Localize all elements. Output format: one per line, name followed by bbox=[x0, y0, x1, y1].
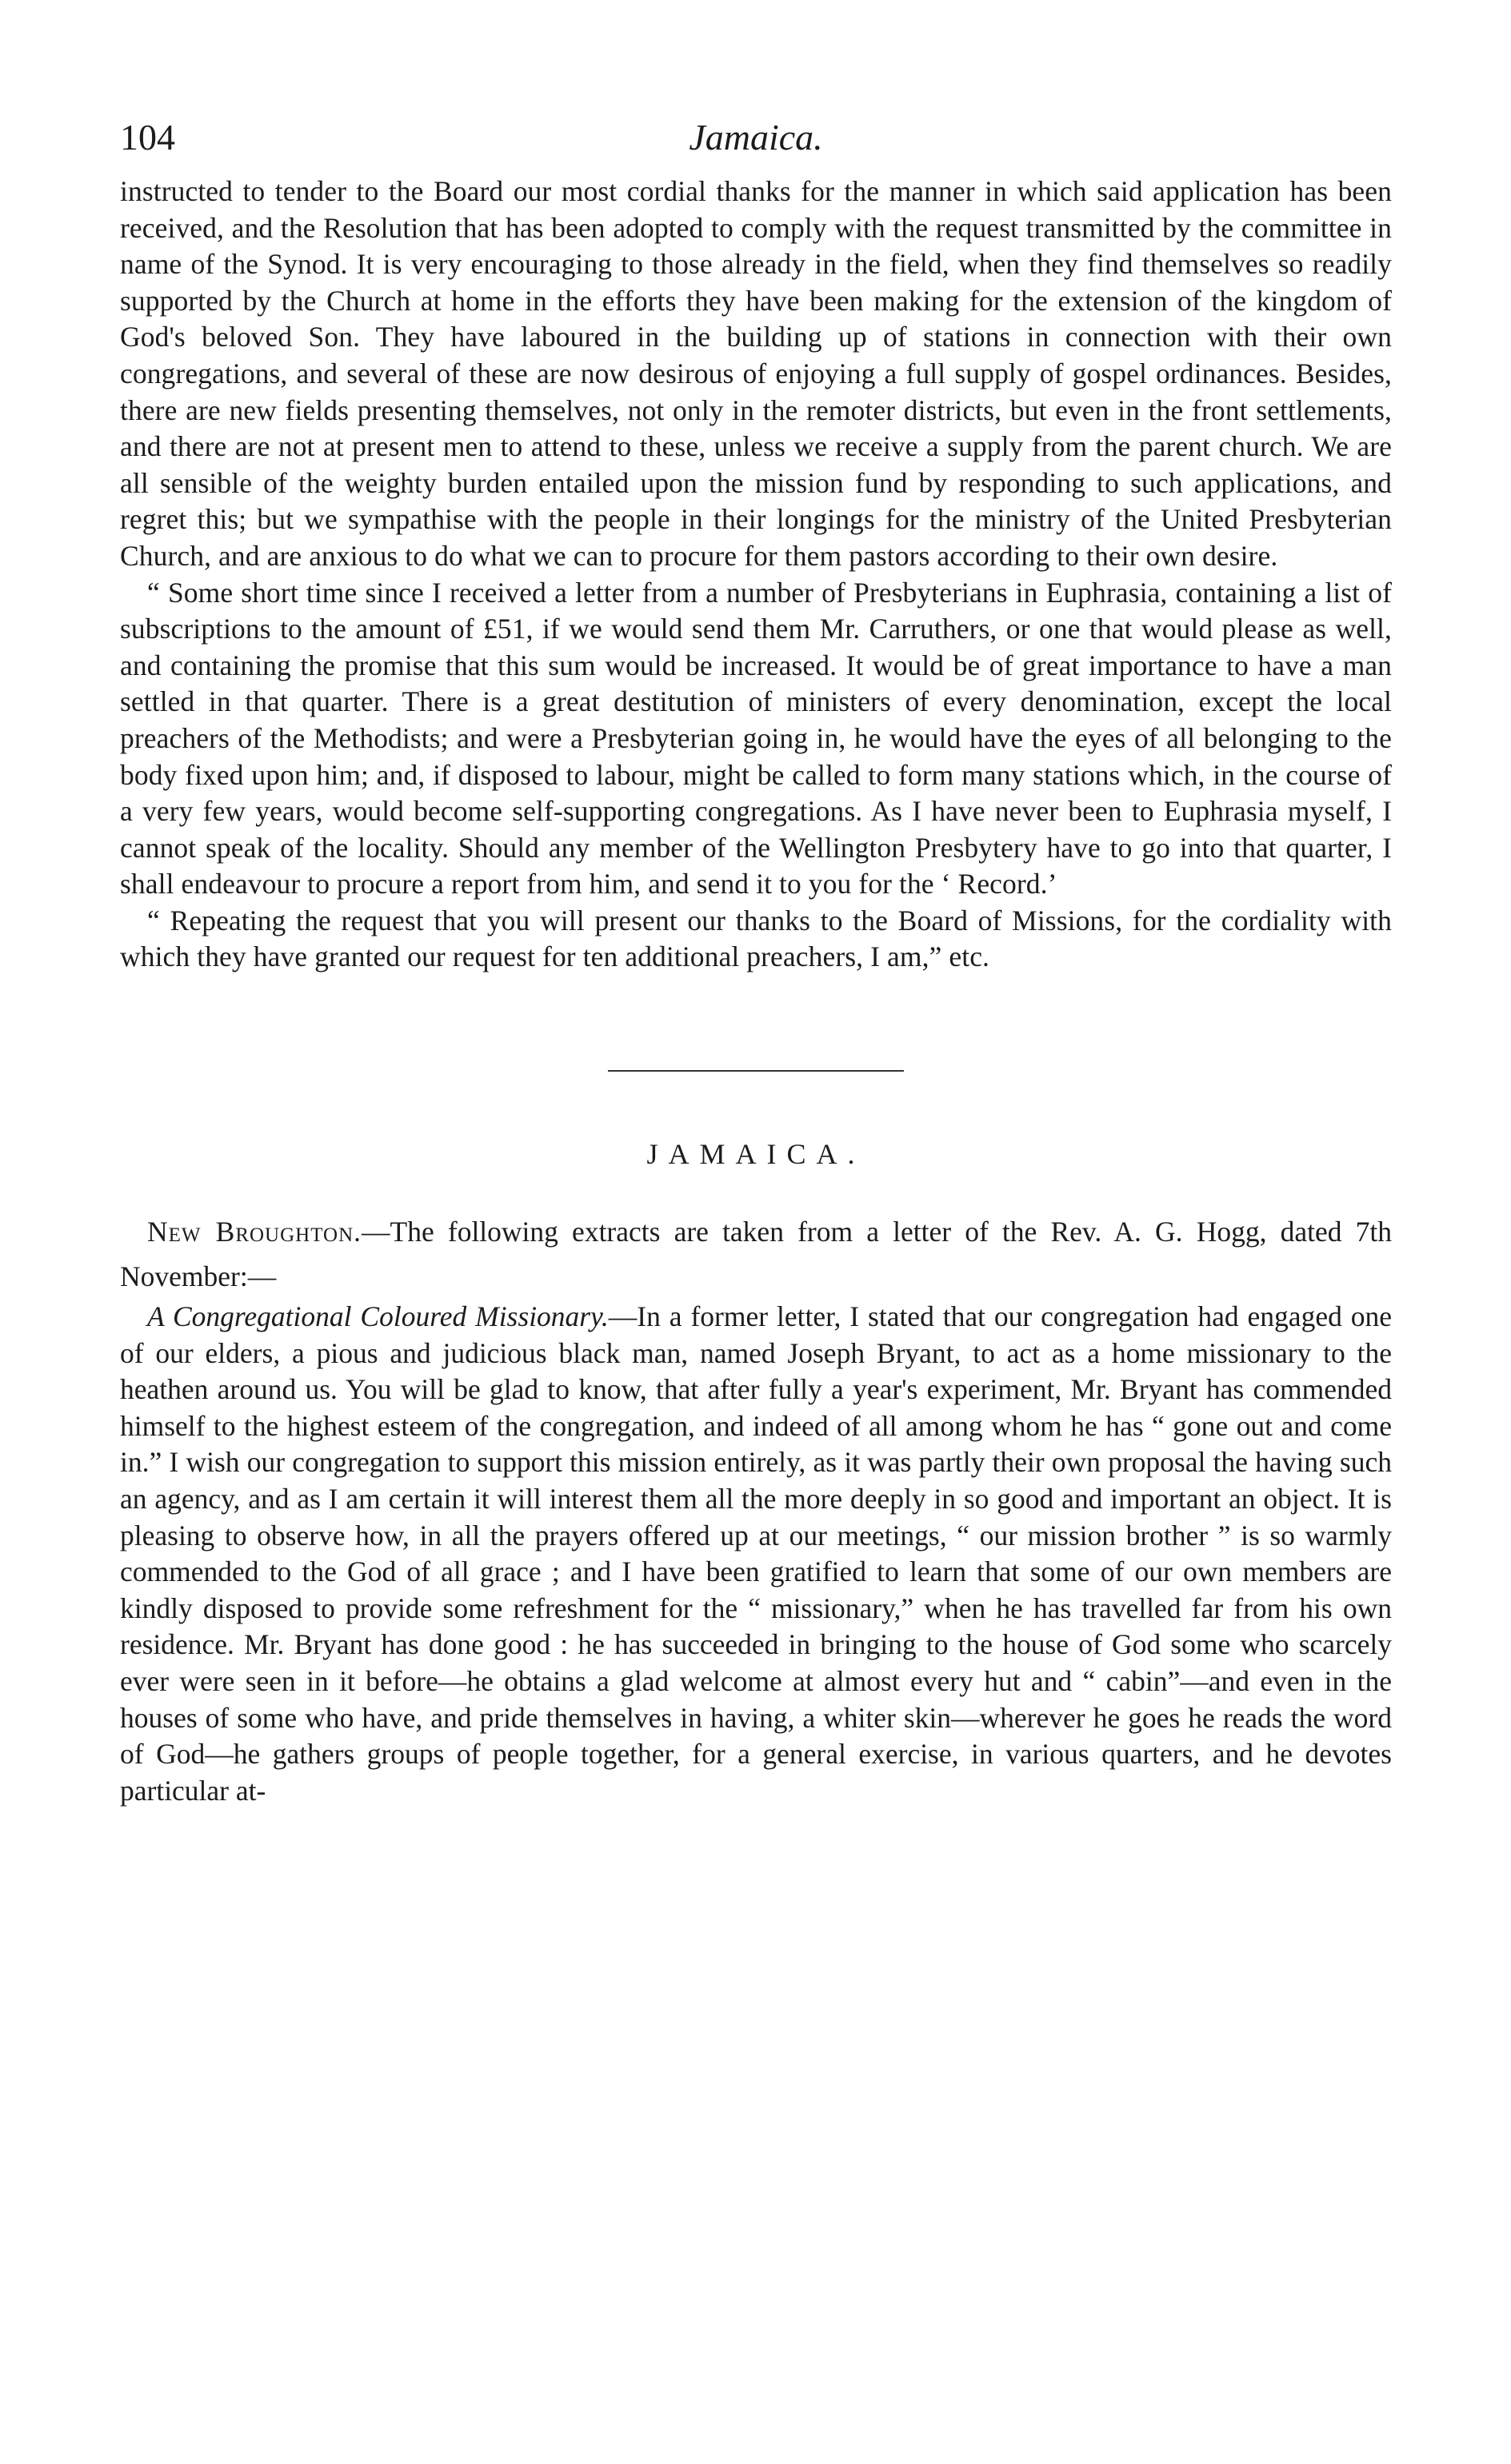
paragraph-euphrasia: “ Some short time since I received a letter from a number of Presbyterians in Euphrasia, containing a list of subscriptions to the amount of £51, if we would send them Mr. Carruthers, or one that would please as well, and containing the promise that this sum would be increased. It would be of great importance to have a man settled in that quarter. There is a great destitution of ministers of every denomination, except the local preachers of the Methodists; and were a Presbyterian going in, he would have the eyes of all belonging to the body fixed upon him; and, if disposed to labour, might be called to form many stations which, in the course of a very few years, would become self-supporting congregations. As I have never been to Euphrasia myself, I cannot speak of the locality. Should any member of the Wellington Presbytery have to go into that quarter, I shall endeavour to procure a report from him, and send it to you for the ‘ Record.’ bbox=[120, 576, 1392, 901]
jamaica-section bbox=[120, 1209, 1392, 1809]
place-name: New Broughton. bbox=[147, 1216, 362, 1248]
section-divider bbox=[608, 1070, 904, 1072]
paragraph-text: —In a former letter, I stated that our congregation had engaged one of our elders, a pious and judicious black man, named Joseph Bryant, to act as a home missionary to the heathen around us. You will be glad to know, that after fully a year's experiment, Mr. Bryant has commended himself to the highest esteem of the congregation, and indeed of all among whom he has “ gone out and come in.” I wish our congregation to support this mission entirely, as it was partly their own proposal the having such an agency, and as I am certain it will interest them all the more deeply in so good and important an object. It is pleasing to observe how, in all the prayers offered up at our meetings, “ our mission brother ” is so warmly commended to the God of all grace ; and I have been gratified to learn that some of our own members are kindly disposed to provide some refreshment for the “ missionary,” when he has travelled far from his own residence. Mr. Bryant has done good : he has succeeded in bringing to the house of God some who scarcely ever were seen in it before—he obtains a glad welcome at almost every hut and “ cabin”—and even in the houses of some who have, and pride themselves in having, a whiter skin—wherever he goes he reads the word of God—he gathers groups of people together, for a general exercise, in various quarters, and he devotes particular at- bbox=[120, 1300, 1392, 1807]
continued-letter bbox=[120, 174, 1392, 976]
document-page bbox=[120, 116, 1392, 1809]
running-title: Jamaica. bbox=[689, 117, 823, 158]
paragraph-closing: “ Repeating the request that you will present our thanks to the Board of Missions, for the cordiality with which they have granted our request for ten additional preachers, I am,” etc. bbox=[120, 904, 1392, 973]
paragraph-subheading: A Congregational Coloured Missionary. bbox=[147, 1300, 609, 1333]
section-intro bbox=[120, 1209, 1392, 1299]
page-number: 104 bbox=[120, 117, 175, 158]
paragraph-continued: instructed to tender to the Board our most cordial thanks for the manner in which said application has been received, and the Resolution that has been adopted to comply with the request transmitted by the committee in name of the Synod. It is very encouraging to those already in the field, when they find themselves so readily supported by the Church at home in the efforts they have been making for the extension of the kingdom of God's beloved Son. They have laboured in the building up of stations in connection with their own congregations, and several of these are now desirous of enjoying a full supply of gospel ordinances. Besides, there are new fields presenting themselves, not only in the remoter districts, but even in the front settlements, and there are not at present men to attend to these, unless we receive a supply from the parent church. We are all sensible of the weighty burden entailed upon the mission fund by responding to such applications, and regret this; but we sympathise with the people in their longings for the ministry of the United Presbyterian Church, and are anxious to do what we can to procure for them pastors according to their own desire. bbox=[120, 175, 1392, 572]
section-heading: JAMAICA. bbox=[646, 1138, 865, 1171]
intro-text: —The following extracts are taken from a letter of the Rev. A. G. Hogg, dated 7th November:— bbox=[120, 1216, 1392, 1293]
running-header bbox=[120, 116, 1392, 164]
missionary-paragraph bbox=[120, 1299, 1392, 1809]
